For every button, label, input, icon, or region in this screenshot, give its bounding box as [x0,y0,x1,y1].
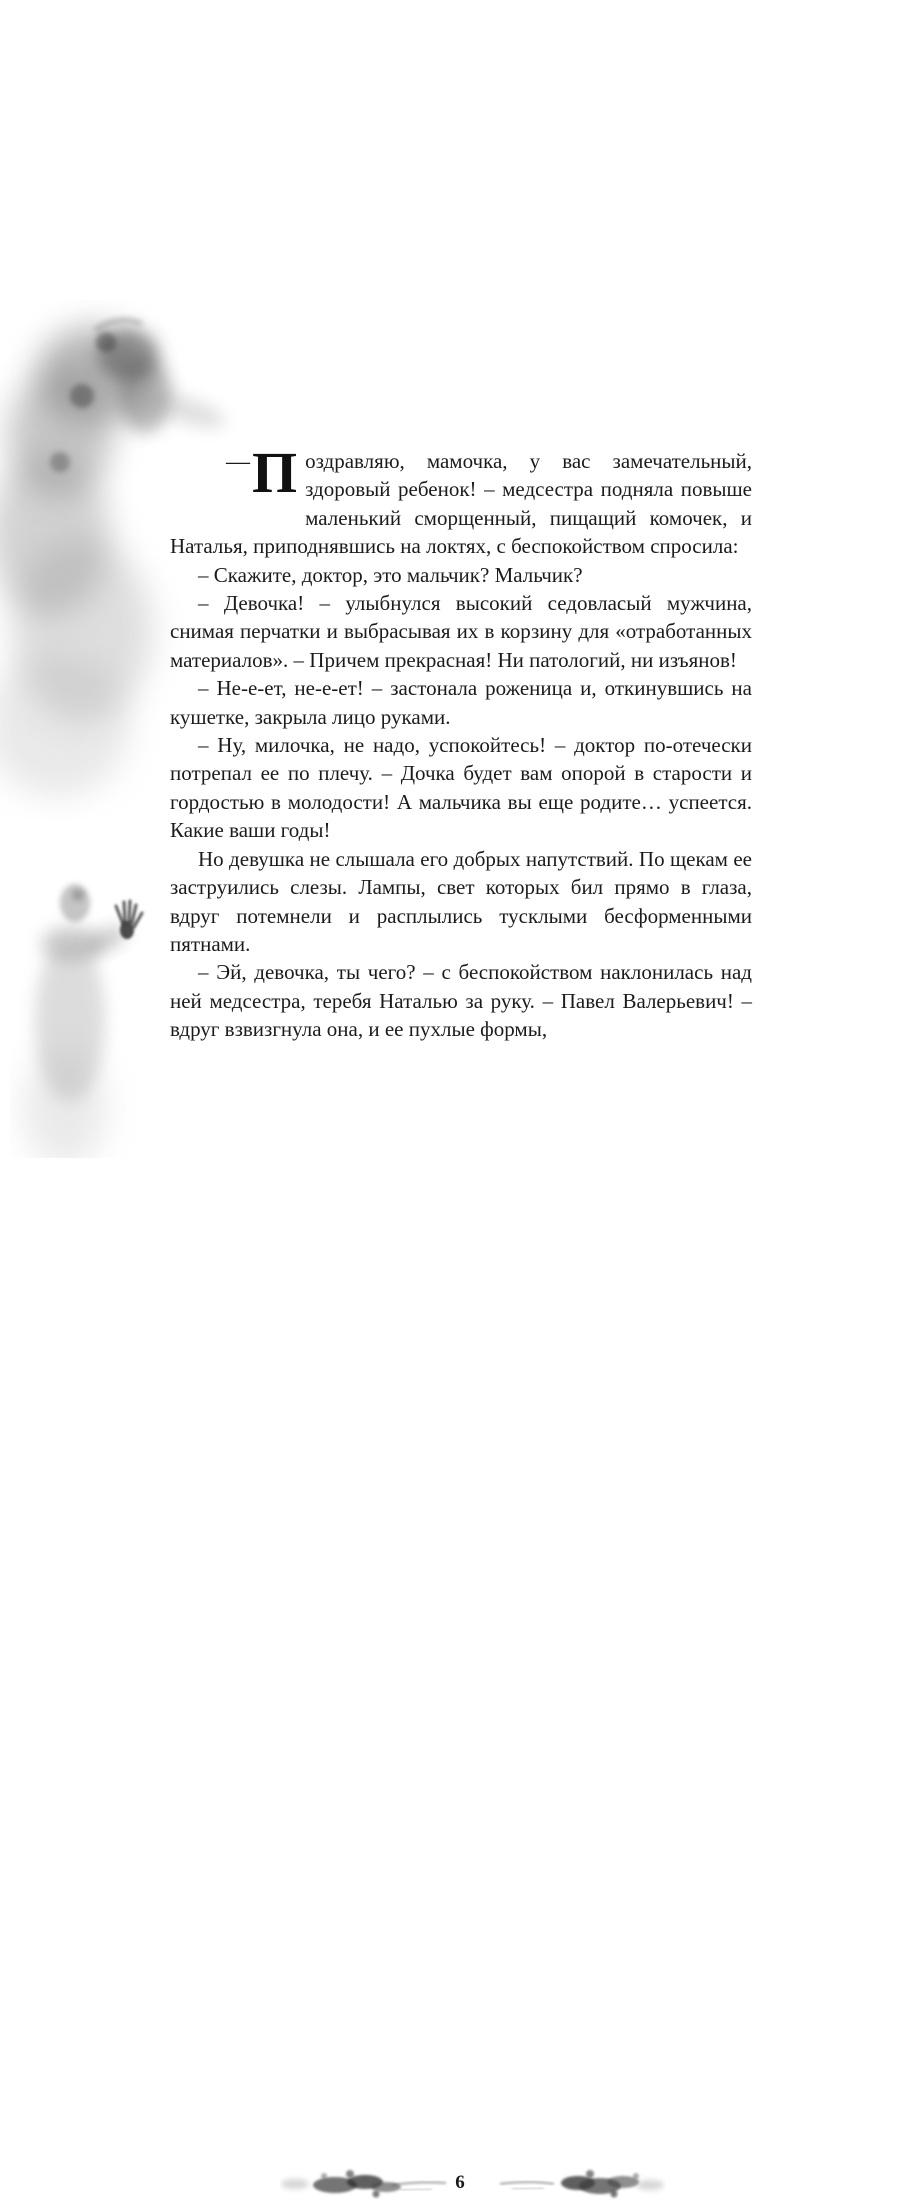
paragraph: – Эй, девочка, ты чего? – с беспокойством наклонилась над ней медсестра, теребя Наталью за руку. – Павел Валерьевич! – вдруг взвизгнула она, и ее пухлые формы, [170,960,752,1042]
dropcap-block [170,440,305,505]
paragraph: – Ну, милочка, не надо, успокойтесь! – доктор по-отечески потрепал ее по плечу. – Дочка будет вам опорой в старости и гордостью в молодости! А мальчика вы еще родите… успеется. Какие ваши годы! [170,733,752,843]
raised-hand [116,901,142,939]
footer-smoke-flourish-left [280,2167,452,2203]
paragraph-text: оздравляю, мамочка, у вас замечательный, здоровый ребенок! – медсестра подняла повыше маленький сморщенный, пищащий комочек, и Наталья, приподнявшись на локтях, с беспокойством спросила: [170,449,752,559]
page-text [170,440,752,1044]
footer-smoke-flourish-right [498,2167,666,2203]
paragraph-opening [170,440,752,561]
smoke-flourish [281,2170,446,2198]
dropcap-letter: П [252,440,298,505]
page-footer [0,1082,900,2193]
paragraph: Но девушка не слышала его добрых напутствий. По щекам ее заструились слезы. Лампы, свет которых бил прямо в глаза, вдруг потемнели и расплылись тусклыми бесформенными пятнами. [170,846,752,956]
paragraph: – Девочка! – улыбнулся высокий седовласый мужчина, снимая перчатки и выбрасывая их в корзину для «отработанных материалов». – Причем прекрасная! Ни патологий, ни изъянов! [170,591,752,672]
paragraph: – Скажите, доктор, это мальчик? Мальчик? [198,562,583,587]
paragraph: – Не-е-ет, не-е-ет! – застонала роженица и, откинувшись на кушетке, закрыла лицо руками. [170,676,752,729]
smoke-flourish [500,2170,664,2198]
dialogue-dash: — [226,449,250,475]
page-number: 6 [455,2172,465,2193]
